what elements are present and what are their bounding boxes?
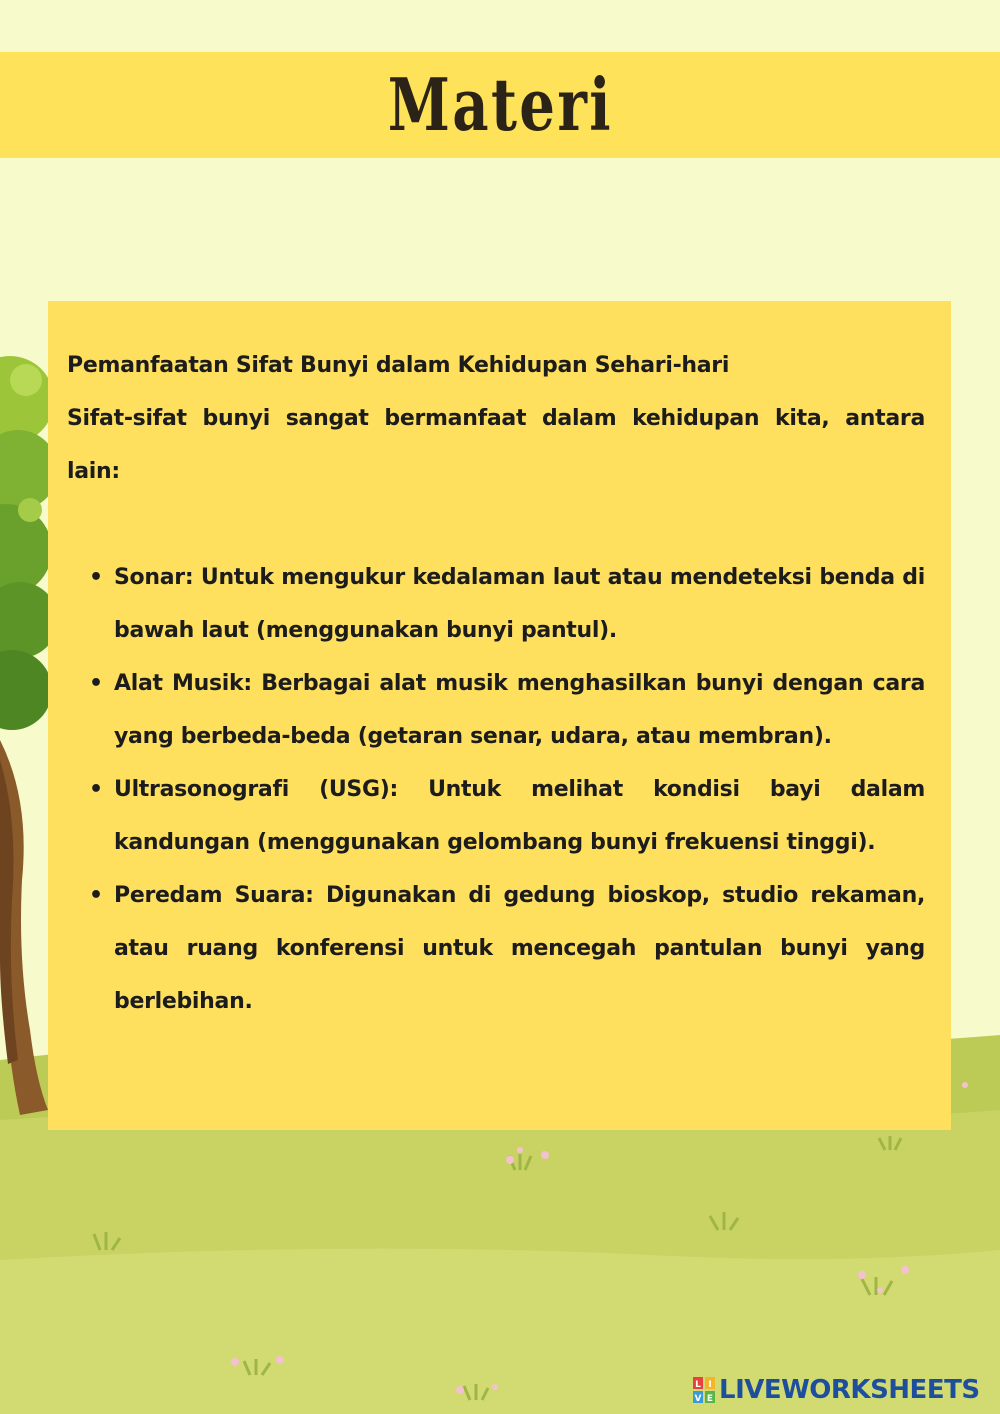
logo-letter: L <box>695 1380 701 1390</box>
list-item-text: Sonar: Untuk mengukur kedalaman laut atau mendeteksi benda di bawah laut (menggunakan bunyi pantul). <box>114 565 925 643</box>
intro-paragraph: Sifat-sifat bunyi sangat bermanfaat dalam kehidupan kita, antara lain: <box>67 406 925 484</box>
content-box <box>48 301 951 1130</box>
list-item <box>67 551 925 657</box>
benefits-list <box>67 551 925 1028</box>
page-title: Materi <box>387 62 613 147</box>
logo-letter: V <box>694 1394 702 1403</box>
list-item <box>67 869 925 1028</box>
logo-letter: E <box>706 1394 714 1403</box>
liveworksheets-logo-icon <box>693 1377 715 1403</box>
list-item-text: Ultrasonografi (USG): Untuk melihat kondisi bayi dalam kandungan (menggunakan gelombang bunyi frekuensi tinggi). <box>114 777 925 855</box>
bullet-icon: • <box>89 565 103 590</box>
liveworksheets-brand[interactable] <box>693 1374 980 1406</box>
title-band <box>0 52 1000 158</box>
bullet-icon: • <box>89 671 103 696</box>
list-item-text: Alat Musik: Berbagai alat musik menghasilkan bunyi dengan cara yang berbeda-beda (getaran senar, udara, atau membran). <box>114 671 925 749</box>
brand-name: LIVEWORKSHEETS <box>719 1375 980 1405</box>
list-item-text: Peredam Suara: Digunakan di gedung bioskop, studio rekaman, atau ruang konferensi untuk mencegah pantulan bunyi yang berlebihan. <box>114 883 925 1014</box>
bullet-icon: • <box>89 883 103 908</box>
list-item <box>67 763 925 869</box>
section-heading: Pemanfaatan Sifat Bunyi dalam Kehidupan Sehari-hari <box>67 353 730 378</box>
bullet-icon: • <box>89 777 103 802</box>
logo-letter: I <box>708 1380 712 1390</box>
list-item <box>67 657 925 763</box>
